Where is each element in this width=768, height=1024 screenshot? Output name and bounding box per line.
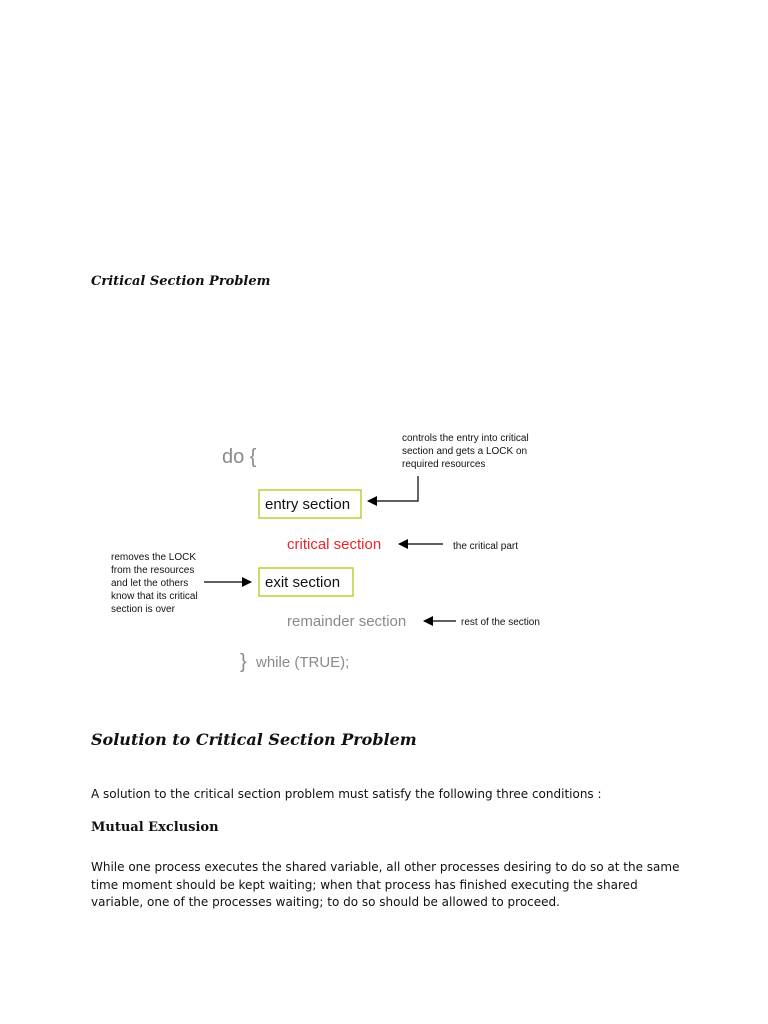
- entry-note-line: section and gets a LOCK on: [402, 446, 528, 457]
- while-brace: }: [240, 651, 247, 673]
- remainder-section-label: remainder section: [287, 613, 407, 630]
- do-keyword: do {: [222, 446, 257, 468]
- entry-note: [402, 433, 532, 470]
- entry-note-line: required resources: [402, 459, 486, 470]
- entry-note-line: controls the entry into critical: [402, 433, 529, 444]
- exit-note-line: and let the others: [111, 578, 189, 589]
- mutual-exclusion-paragraph: While one process executes the shared variable, all other processes desiring to do so at the same time moment should be kept waiting; when that process has finished executing the shared variable, one of the processes waiting; to do so should be allowed to proceed.: [91, 860, 680, 909]
- exit-section-label: exit section: [265, 574, 341, 591]
- solution-heading: Solution to Critical Section Problem: [91, 730, 417, 749]
- while-clause: while (TRUE);: [256, 654, 350, 671]
- exit-note-line: removes the LOCK: [111, 552, 197, 563]
- critical-section-label: critical section: [287, 536, 382, 553]
- critical-note: the critical part: [453, 541, 519, 552]
- remainder-note: rest of the section: [461, 617, 540, 628]
- exit-note-line: section is over: [111, 604, 175, 615]
- exit-note-line: from the resources: [111, 565, 195, 576]
- intro-text: A solution to the critical section problem must satisfy the following three conditions :: [91, 787, 602, 801]
- exit-note: [111, 552, 200, 615]
- entry-arrow: [368, 476, 418, 501]
- mutual-exclusion-heading: Mutual Exclusion: [91, 820, 219, 835]
- page-title: Critical Section Problem: [91, 274, 271, 289]
- exit-note-line: know that its critical: [111, 591, 198, 602]
- entry-section-label: entry section: [265, 496, 351, 513]
